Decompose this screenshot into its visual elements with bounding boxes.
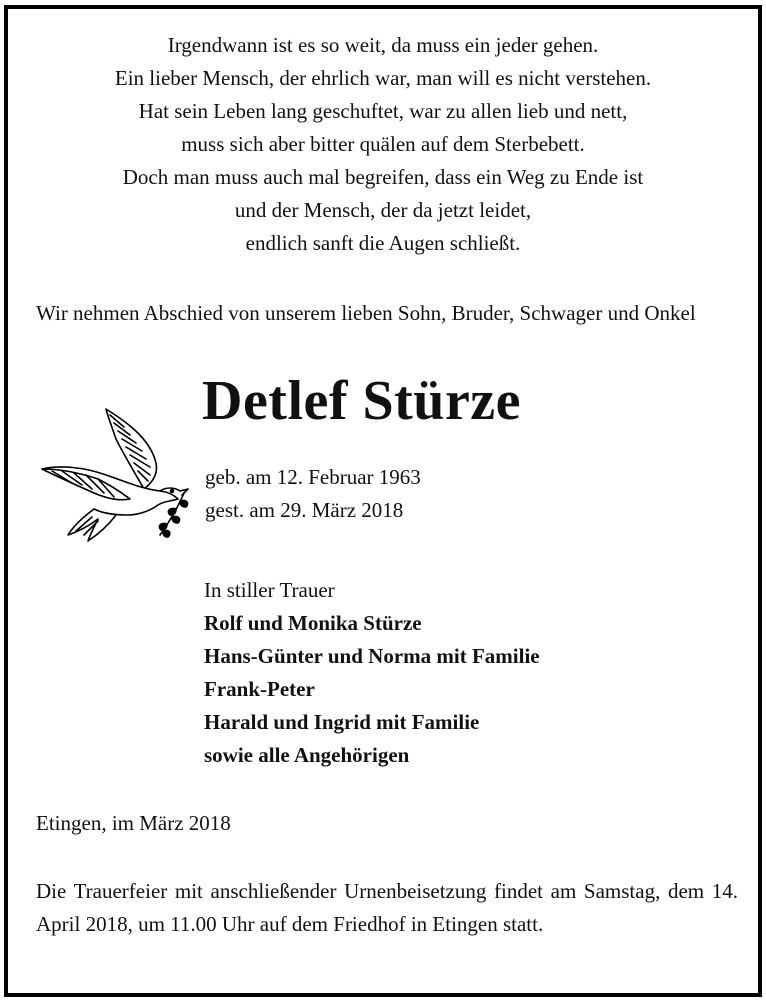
mourners-heading: In stiller Trauer [204, 578, 335, 602]
poem-line: Irgendwann ist es so weit, da muss ein jeder gehen. [167, 33, 599, 57]
mourners-block [204, 574, 540, 772]
mourner-name: Rolf und Monika Stürze [204, 611, 422, 635]
place-and-date: Etingen, im März 2018 [36, 811, 231, 835]
death-date: gest. am 29. März 2018 [205, 498, 404, 522]
poem-line: muss sich aber bitter quälen auf dem Sterbebett. [181, 132, 585, 156]
poem-line: Ein lieber Mensch, der ehrlich war, man will es nicht verstehen. [114, 66, 652, 90]
mourner-name: Hans-Günter und Norma mit Familie [204, 644, 540, 668]
dove-icon [32, 397, 198, 545]
mourner-name: sowie alle Angehörigen [204, 743, 410, 767]
deceased-name: Detlef Stürze [202, 370, 522, 432]
poem [8, 29, 758, 260]
poem-line: endlich sanft die Augen schließt. [245, 231, 521, 255]
poem-line: und der Mensch, der da jetzt leidet, [234, 198, 532, 222]
farewell-intro: Wir nehmen Abschied von unserem lieben Sohn, Bruder, Schwager und Onkel [36, 301, 696, 325]
poem-line: Doch man muss auch mal begreifen, dass ein Weg zu Ende ist [122, 165, 644, 189]
mourner-name: Harald und Ingrid mit Familie [204, 710, 480, 734]
obituary-notice [4, 5, 762, 997]
mourner-name: Frank-Peter [204, 677, 315, 701]
funeral-service-note: Die Trauerfeier mit anschließender Urnenbeisetzung findet am Samstag, dem 14. April 2018, um 11.00 Uhr auf dem Friedhof in Etingen statt. [36, 879, 738, 936]
birth-date: geb. am 12. Februar 1963 [205, 465, 421, 489]
poem-line: Hat sein Leben lang geschuftet, war zu allen lieb und nett, [138, 99, 628, 123]
life-dates [205, 461, 421, 527]
